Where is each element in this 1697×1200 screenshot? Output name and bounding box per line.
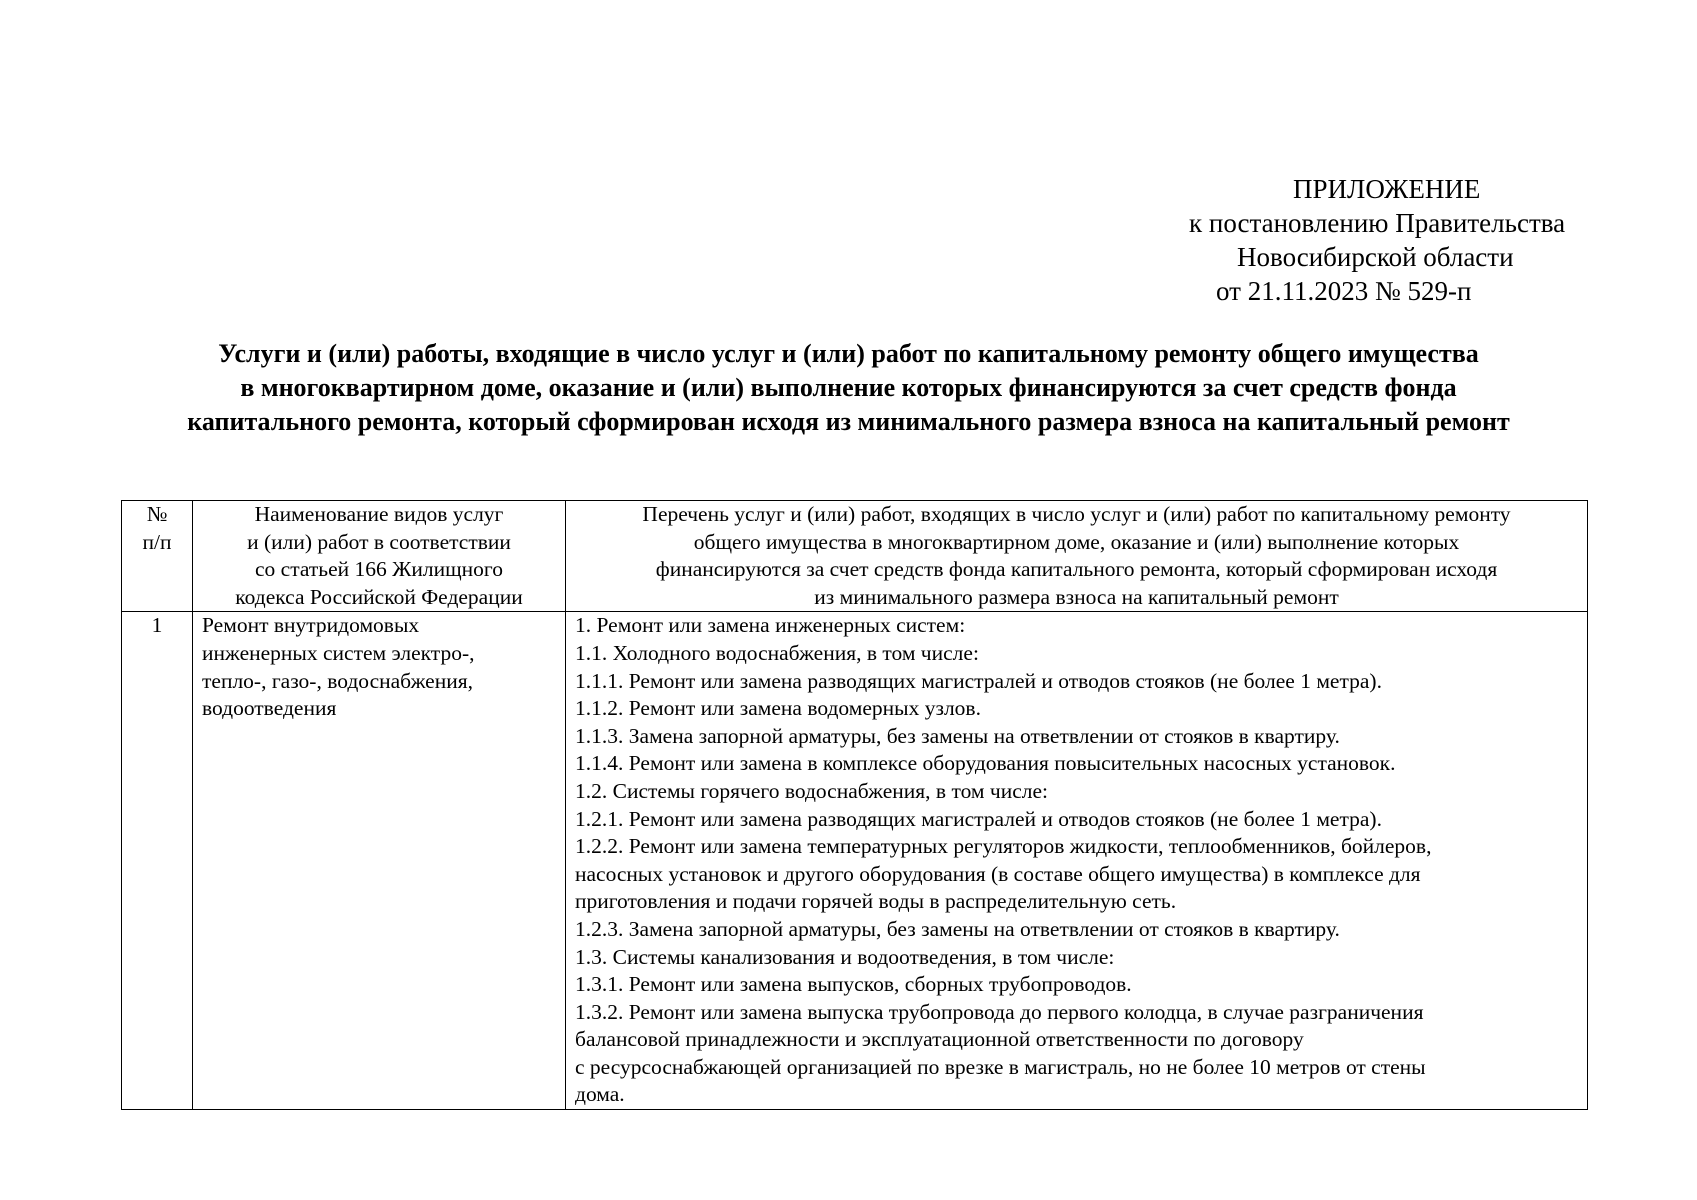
service-name-line: Ремонт внутридомовых <box>202 613 420 638</box>
title-line-2: в многоквартирном доме, оказание и (или) выполнение которых финансируются за счет средств фонда <box>240 373 1457 402</box>
list-item: насосных установок и другого оборудования (в составе общего имущества) в комплексе для <box>575 861 1421 886</box>
service-name-line: тепло-, газо-, водоснабжения, <box>202 668 473 693</box>
header-list-line: Перечень услуг и (или) работ, входящих в число услуг и (или) работ по капитальному ремонту <box>642 502 1511 526</box>
header-name-line: кодекса Российской Федерации <box>235 584 523 609</box>
header-name-line: Наименование видов услуг <box>254 502 504 526</box>
header-name-line: со статьей 166 Жилищного <box>255 557 503 582</box>
list-item: 1.1.3. Замена запорной арматуры, без замены на ответвлении от стояков в квартиру. <box>575 723 1340 748</box>
list-item: 1.3. Системы канализования и водоотведения, в том числе: <box>575 944 1115 969</box>
appendix-title: ПРИЛОЖЕНИЕ <box>1293 174 1481 204</box>
service-name-line: водоотведения <box>202 696 337 721</box>
header-service-name <box>193 501 566 612</box>
header-list-line: общего имущества в многоквартирном доме, оказание и (или) выполнение которых <box>693 529 1460 554</box>
row-service-name <box>193 612 566 1110</box>
row-service-list <box>566 612 1588 1110</box>
list-item: 1.2.1. Ремонт или замена разводящих магистралей и отводов стояков (не более 1 метра). <box>575 806 1382 831</box>
list-item: 1.1.2. Ремонт или замена водомерных узлов. <box>575 696 981 721</box>
list-item: 1.2. Системы горячего водоснабжения, в том числе: <box>575 778 1048 803</box>
header-number <box>122 501 193 612</box>
list-item: 1.1. Холодного водоснабжения, в том числе: <box>575 640 979 665</box>
appendix-resolution: к постановлению Правительства <box>1189 208 1566 238</box>
service-name-line: инженерных систем электро-, <box>202 640 475 665</box>
title-line-3: капитального ремонта, который сформирован исходя из минимального размера взноса на капитальный ремонт <box>187 407 1510 436</box>
list-item: дома. <box>575 1082 625 1107</box>
header-service-list <box>566 501 1588 612</box>
services-table <box>121 500 1588 1110</box>
list-item: 1.1.4. Ремонт или замена в комплексе оборудования повысительных насосных установок. <box>575 751 1396 776</box>
header-name-line: и (или) работ в соответствии <box>247 529 511 554</box>
header-list-line: из минимального размера взноса на капитальный ремонт <box>814 584 1339 609</box>
header-list-line: финансируются за счет средств фонда капитального ремонта, который сформирован исходя <box>655 557 1498 582</box>
table-row <box>122 612 1588 1110</box>
list-item: балансовой принадлежности и эксплуатационной ответственности по договору <box>575 1027 1304 1052</box>
list-item: 1. Ремонт или замена инженерных систем: <box>575 613 966 638</box>
list-item: 1.2.3. Замена запорной арматуры, без замены на ответвлении от стояков в квартиру. <box>575 916 1340 941</box>
header-number-line: п/п <box>142 529 172 554</box>
appendix-region: Новосибирской области <box>1237 242 1514 272</box>
row-number: 1 <box>122 612 193 1110</box>
header-number-line: № <box>146 502 168 526</box>
table-header-row <box>122 501 1588 612</box>
list-item: 1.2.2. Ремонт или замена температурных регуляторов жидкости, теплообменников, бойлеров, <box>575 834 1432 859</box>
list-item: приготовления и подачи горячей воды в распределительную сеть. <box>575 889 1177 914</box>
list-item: 1.1.1. Ремонт или замена разводящих магистралей и отводов стояков (не более 1 метра). <box>575 668 1382 693</box>
list-item: с ресурсоснабжающей организацией по врезке в магистраль, но не более 10 метров от стены <box>575 1054 1426 1079</box>
title-line-1: Услуги и (или) работы, входящие в число услуг и (или) работ по капитальному ремонту общего имущества <box>218 339 1479 368</box>
document-title <box>60 337 1637 439</box>
appendix-date-number: от 21.11.2023 № 529-п <box>1216 276 1472 306</box>
list-item: 1.3.2. Ремонт или замена выпуска трубопровода до первого колодца, в случае разграничения <box>575 999 1424 1024</box>
list-item: 1.3.1. Ремонт или замена выпусков, сборных трубопроводов. <box>575 972 1132 997</box>
